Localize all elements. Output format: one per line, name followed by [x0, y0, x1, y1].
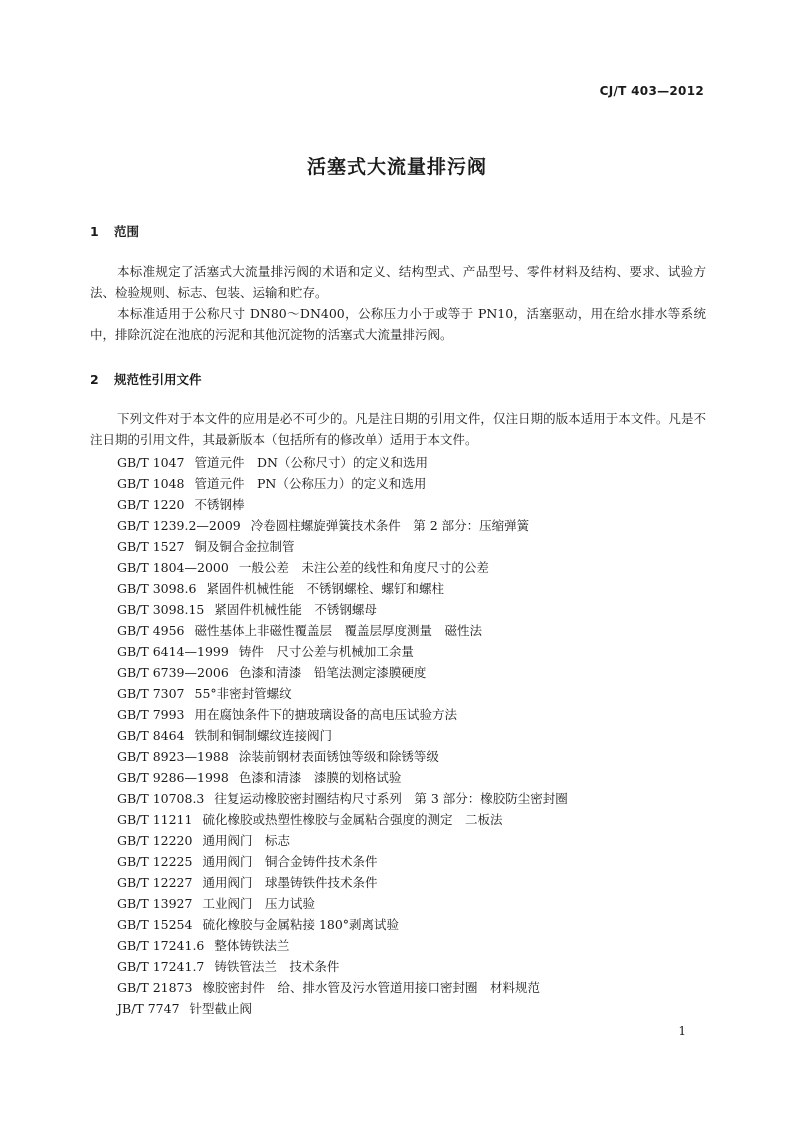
reference-code: GB/T 15254 [117, 917, 193, 932]
reference-item [117, 977, 568, 998]
reference-code: GB/T 13927 [117, 896, 193, 911]
reference-item [117, 452, 568, 473]
reference-item [117, 788, 568, 809]
reference-code: GB/T 3098.6 [117, 581, 197, 596]
reference-title: 管道元件 PN（公称压力）的定义和选用 [194, 476, 427, 491]
reference-title: 紧固件机械性能 不锈钢螺母 [214, 602, 377, 617]
reference-title: 紧固件机械性能 不锈钢螺栓、螺钉和螺柱 [206, 581, 444, 596]
reference-title: 工业阀门 压力试验 [202, 896, 315, 911]
reference-code: GB/T 10708.3 [117, 791, 205, 806]
reference-title: 一般公差 未注公差的线性和角度尺寸的公差 [238, 560, 489, 575]
scope-paragraph-2: 本标准适用于公称尺寸 DN80～DN400，公称压力小于或等于 PN10，活塞驱动，用在给水排水等系统中，排除沉淀在池底的污泥和其他沉淀物的活塞式大流量排污阀。 [90, 306, 706, 342]
reference-item [117, 557, 568, 578]
reference-item [117, 494, 568, 515]
reference-item [117, 830, 568, 851]
reference-title: 铜及铜合金拉制管 [194, 539, 295, 554]
reference-code: GB/T 6739—2006 [117, 665, 229, 680]
reference-code: GB/T 1048 [117, 476, 185, 491]
reference-code: GB/T 1047 [117, 455, 185, 470]
reference-list [117, 452, 568, 1019]
reference-code: GB/T 8464 [117, 728, 185, 743]
reference-title: 硫化橡胶与金属粘接 180°剥离试验 [202, 917, 400, 932]
reference-title: 铁制和铜制螺纹连接阀门 [194, 728, 333, 743]
standard-code: CJ/T 403—2012 [599, 84, 704, 98]
reference-code: GB/T 21873 [117, 980, 193, 995]
section-heading-scope [90, 222, 139, 240]
reference-code: GB/T 4956 [117, 623, 185, 638]
reference-item [117, 620, 568, 641]
reference-title: 铸铁管法兰 技术条件 [214, 959, 340, 974]
reference-item [117, 914, 568, 935]
reference-code: JB/T 7747 [117, 1001, 180, 1016]
section-number: 2 [90, 372, 99, 387]
reference-title: 针型截止阀 [189, 1001, 253, 1016]
reference-code: GB/T 3098.15 [117, 602, 205, 617]
reference-title: 铸件 尺寸公差与机械加工余量 [238, 644, 414, 659]
reference-title: 色漆和清漆 铅笔法测定漆膜硬度 [238, 665, 427, 680]
reference-item [117, 683, 568, 704]
reference-title: 55°非密封管螺纹 [194, 686, 292, 701]
reference-code: GB/T 6414—1999 [117, 644, 229, 659]
reference-code: GB/T 9286—1998 [117, 770, 229, 785]
reference-code: GB/T 7307 [117, 686, 185, 701]
section-number: 1 [90, 224, 99, 239]
reference-item [117, 746, 568, 767]
reference-code: GB/T 7993 [117, 707, 185, 722]
reference-item [117, 473, 568, 494]
document-title: 活塞式大流量排污阀 [306, 156, 487, 178]
reference-item [117, 641, 568, 662]
reference-item [117, 662, 568, 683]
reference-title: 色漆和清漆 漆膜的划格试验 [238, 770, 402, 785]
reference-code: GB/T 1239.2—2009 [117, 518, 241, 533]
page-number: 1 [678, 1024, 686, 1038]
reference-title: 管道元件 DN（公称尺寸）的定义和选用 [194, 455, 428, 470]
reference-item [117, 935, 568, 956]
reference-title: 整体铸铁法兰 [214, 938, 290, 953]
section-heading-normative-references [90, 370, 202, 388]
reference-item [117, 536, 568, 557]
reference-title: 涂装前钢材表面锈蚀等级和除锈等级 [238, 749, 439, 764]
reference-code: GB/T 12225 [117, 854, 193, 869]
reference-title: 往复运动橡胶密封圈结构尺寸系列 第 3 部分：橡胶防尘密封圈 [214, 791, 568, 806]
reference-item [117, 998, 568, 1019]
reference-code: GB/T 8923—1988 [117, 749, 229, 764]
reference-item [117, 767, 568, 788]
reference-item [117, 956, 568, 977]
reference-item [117, 578, 568, 599]
reference-item [117, 851, 568, 872]
references-intro-paragraph: 下列文件对于本文件的应用是必不可少的。凡是注日期的引用文件，仅注日期的版本适用于本文件。凡是不注日期的引用文件，其最新版本（包括所有的修改单）适用于本文件。 [90, 411, 706, 447]
reference-item [117, 725, 568, 746]
reference-title: 通用阀门 标志 [202, 833, 290, 848]
reference-title: 磁性基体上非磁性覆盖层 覆盖层厚度测量 磁性法 [194, 623, 483, 638]
reference-title: 用在腐蚀条件下的搪玻璃设备的高电压试验方法 [194, 707, 458, 722]
reference-code: GB/T 17241.7 [117, 959, 205, 974]
reference-item [117, 893, 568, 914]
reference-code: GB/T 11211 [117, 812, 193, 827]
reference-title: 橡胶密封件 给、排水管及污水管道用接口密封圈 材料规范 [202, 980, 540, 995]
reference-item [117, 599, 568, 620]
reference-item [117, 872, 568, 893]
scope-paragraph-1: 本标准规定了活塞式大流量排污阀的术语和定义、结构型式、产品型号、零件材料及结构、要求、试验方法、检验规则、标志、包装、运输和贮存。 [90, 264, 706, 300]
reference-item [117, 809, 568, 830]
reference-title: 硫化橡胶或热塑性橡胶与金属粘合强度的测定 二板法 [202, 812, 503, 827]
section-title: 范围 [114, 224, 140, 239]
section-title: 规范性引用文件 [114, 372, 202, 387]
reference-title: 不锈钢棒 [194, 497, 245, 512]
reference-title: 通用阀门 球墨铸铁件技术条件 [202, 875, 378, 890]
reference-item [117, 515, 568, 536]
reference-title: 冷卷圆柱螺旋弹簧技术条件 第 2 部分：压缩弹簧 [250, 518, 530, 533]
reference-code: GB/T 17241.6 [117, 938, 205, 953]
reference-title: 通用阀门 铜合金铸件技术条件 [202, 854, 378, 869]
reference-code: GB/T 1220 [117, 497, 185, 512]
reference-code: GB/T 12227 [117, 875, 193, 890]
reference-code: GB/T 1527 [117, 539, 185, 554]
reference-code: GB/T 1804—2000 [117, 560, 229, 575]
reference-item [117, 704, 568, 725]
reference-code: GB/T 12220 [117, 833, 193, 848]
